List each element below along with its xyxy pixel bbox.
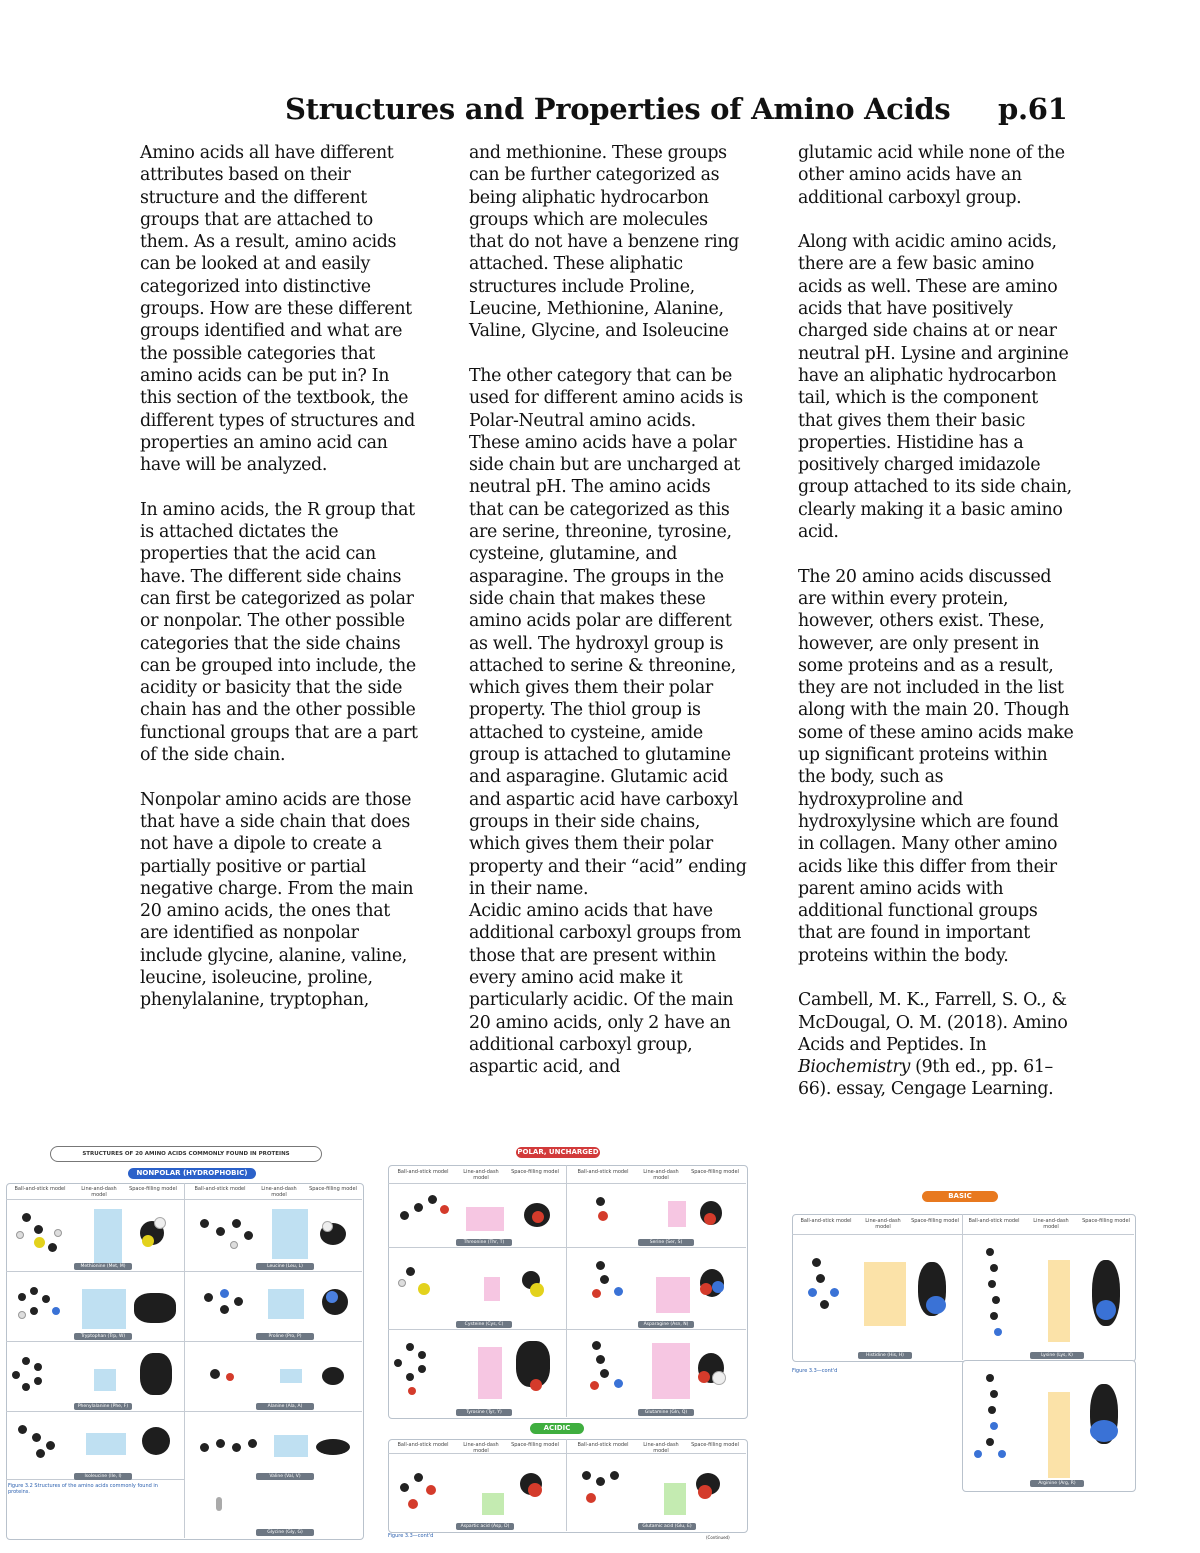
structure-box [864, 1262, 906, 1326]
text-column-3 [798, 142, 1076, 1101]
figure-nonpolar [4, 1143, 364, 1541]
structure-box [482, 1493, 504, 1515]
label-lysine: Lysine (Lys, K) [1030, 1352, 1084, 1359]
label-cysteine: Cysteine (Cys, C) [456, 1321, 512, 1328]
col-head-linedash: Line-and-dash model [81, 1186, 117, 1198]
structure-box [668, 1201, 686, 1227]
label-alanine: Alanine (Ala, A) [256, 1403, 314, 1410]
figure-title-banner: STRUCTURES OF 20 AMINO ACIDS COMMONLY FOUND IN PROTEINS [50, 1146, 322, 1162]
acidic-header: ACIDIC [530, 1423, 584, 1434]
figure-polar-acidic: POLAR, UNCHARGED Ball-and-stick model Line-and-dash model Space-filling model Ball-and-stick model Line-and-dash model Space-filling model Threonine (Thr, T) Serine (Ser, S) Cysteine (Cys, C) Asparagine (Asn, N) Tyrosine (Tyr, Y) Glutamine (Gln, Q) ACIDIC Ball-and-stick model Line-and-dash model Space-filling model Ball-and-stick model Line-and-dash model Space-filling model Aspartic acid (Asp, D) Glutamic acid (Glu, E) Figure 3.3—cont'd (Continued) [386, 1147, 748, 1543]
label-isoleucine: Isoleucine (Ile, I) [74, 1473, 132, 1480]
text-column-2 [469, 142, 747, 1078]
paragraph-other-amino-acids: The 20 amino acids discussed are within every protein, however, others exist. These, however, are only present in some proteins and as a result, they are not included in the list along with the main 20. Though some of these amino acids make up significant proteins within the body, such as hydroxyproline and hydroxylysine which are found in collagen. Many other amino acids like this differ from their parent amino acids with additional functional groups that are found in important proteins within the body. [798, 566, 1074, 966]
label-phenylalanine: Phenylalanine (Phe, F) [74, 1403, 132, 1410]
polar-header: POLAR, UNCHARGED [517, 1148, 599, 1156]
label-glutamine: Glutamine (Gln, Q) [638, 1409, 694, 1416]
paragraph-acidic: Acidic amino acids that have additional carboxyl groups from those that are present within every amino acid make it particularly acidic. Of the main 20 amino acids, only 2 have an additional carboxyl group, aspartic acid, and [469, 901, 742, 1078]
paragraph-intro: Amino acids all have different attributes based on their structure and the different groups that are attached to them. As a result, amino acids can be looked at and easily categorized into distinctive groups. How are these different groups identified and what are the possible categories that amino acids can be put in? In this section of the textbook, the different types of structures and properties an amino acid can have will be analyzed. [140, 143, 415, 476]
label-glycine: Glycine (Gly, G) [256, 1529, 314, 1536]
page-number: p.61 [997, 92, 1068, 126]
structure-box [466, 1207, 504, 1231]
continued-note: (Continued) [706, 1535, 730, 1540]
structure-box [1048, 1392, 1070, 1478]
col-head-linedash-2: Line-and-dash model [261, 1186, 297, 1198]
paragraph-polar-neutral: The other category that can be used for different amino acids is Polar-Neutral amino acids. These amino acids have a polar side chain but are uncharged at neutral pH. The amino acids that can be categorized as this are serine, threonine, tyrosine, cysteine, glutamine, and asparagine. The groups in the side chain that makes these amino acids polar are different as well. The hydroxyl group is attached to serine & threonine, which gives them their polar property. The thiol group is attached to cysteine, amide group is attached to glutamine and asparagine. Glutamic acid and aspartic acid have carboxyl groups in their side chains, which gives them their polar property and their “acid” ending in their name. [469, 365, 747, 899]
page-title [285, 92, 1075, 126]
title-text: Structures and Properties of Amino Acids [285, 92, 951, 126]
nonpolar-header: NONPOLAR (HYDROPHOBIC) [128, 1168, 256, 1179]
figure-contd-right: Figure 3.3—cont'd [792, 1368, 838, 1374]
paragraph-basic: Along with acidic amino acids, there are a few basic amino acids as well. These are amino acids that have positively charged side chains at or near neutral pH. Lysine and arginine have an aliphatic hydrocarbon tail, which is the component that gives them their basic properties. Histidine has a positively charged imidazole group attached to its side chain, clearly making it a basic amino acid. [798, 232, 1072, 543]
citation: Cambell, M. K., Farrell, S. O., & McDougal, O. M. (2018). Amino Acids and Peptides. In Biochemistry (9th ed., pp. 61–66). essay, Cengage Learning. [798, 990, 1068, 1100]
label-methionine: Methionine (Met, M) [74, 1263, 132, 1270]
label-arginine: Arginine (Arg, R) [1030, 1480, 1084, 1487]
col-head-space-2: Space-filling model [309, 1186, 357, 1192]
label-tryptophan: Tryptophan (Trp, W) [74, 1333, 132, 1340]
label-asparagine: Asparagine (Asn, N) [638, 1321, 694, 1328]
label-serine: Serine (Ser, S) [638, 1239, 694, 1246]
label-histidine: Histidine (His, H) [858, 1352, 912, 1359]
label-valine: Valine (Val, V) [256, 1473, 314, 1480]
structure-box [82, 1289, 126, 1329]
structure-box [268, 1289, 304, 1319]
basic-header: BASIC [922, 1191, 998, 1202]
figure-contd-mid: Figure 3.3—cont'd [388, 1533, 434, 1539]
text-column-1 [140, 142, 418, 1012]
structure-box [484, 1277, 500, 1301]
paragraph-nonpolar: Nonpolar amino acids are those that have a side chain that does not have a dipole to create a partially positive or partial negative charge. From the main 20 amino acids, the ones that are identified as nonpolar include glycine, alanine, valine, leucine, isoleucine, proline, phenylalanine, tryptophan, [140, 789, 414, 1011]
label-leucine: Leucine (Leu, L) [256, 1263, 314, 1270]
structure-box [1048, 1260, 1070, 1342]
structure-box [86, 1433, 126, 1455]
structure-box [478, 1347, 502, 1399]
structure-box [94, 1369, 116, 1391]
paragraph-aliphatic: and methionine. These groups can be further categorized as being aliphatic hydrocarbon groups which are molecules that do not have a benzene ring attached. These aliphatic structures include Proline, Leucine, Methionine, Alanine, Valine, Glycine, and Isoleucine [469, 143, 739, 342]
label-tyrosine: Tyrosine (Tyr, Y) [456, 1409, 512, 1416]
figure-caption: Figure 3.2 Structures of the amino acids commonly found in proteins. [8, 1483, 158, 1496]
citation-book-title: Biochemistry [798, 1057, 910, 1078]
structure-box [274, 1435, 308, 1457]
structure-box [94, 1209, 122, 1265]
basic-panel-top [792, 1214, 1136, 1362]
col-head-ballstick: Ball-and-stick model [14, 1186, 66, 1192]
paragraph-r-group: In amino acids, the R group that is attached dictates the properties that the acid can have. The different side chains can first be categorized as polar or nonpolar. The other possible categories that the side chains can be grouped into include, the acidity or basicity that the side chain has and the other possible functional groups that are a part of the side chain. [140, 499, 418, 766]
structure-box [280, 1369, 302, 1383]
structure-box [664, 1483, 686, 1515]
col-head-ballstick-2: Ball-and-stick model [194, 1186, 246, 1192]
structure-box [652, 1343, 690, 1399]
col-head-space: Space-filling model [129, 1186, 177, 1192]
label-threonine: Threonine (Thr, T) [456, 1239, 512, 1246]
figure-basic: BASIC Ball-and-stick model Line-and-dash model Space-filling model Ball-and-stick model Line-and-dash model Space-filling model Histidine (His, H) Lysine (Lys, K) Arginine (Arg, R) Figure 3.3—cont'd [790, 1188, 1136, 1492]
polar-panel [388, 1165, 748, 1419]
structure-box [272, 1209, 308, 1259]
label-glutamic-acid: Glutamic acid (Glu, E) [638, 1523, 696, 1530]
label-proline: Proline (Pro, P) [256, 1333, 314, 1340]
label-aspartic-acid: Aspartic acid (Asp, D) [456, 1523, 514, 1530]
structure-box [656, 1277, 690, 1313]
paragraph-glutamic: glutamic acid while none of the other amino acids have an additional carboxyl group. [798, 143, 1065, 208]
